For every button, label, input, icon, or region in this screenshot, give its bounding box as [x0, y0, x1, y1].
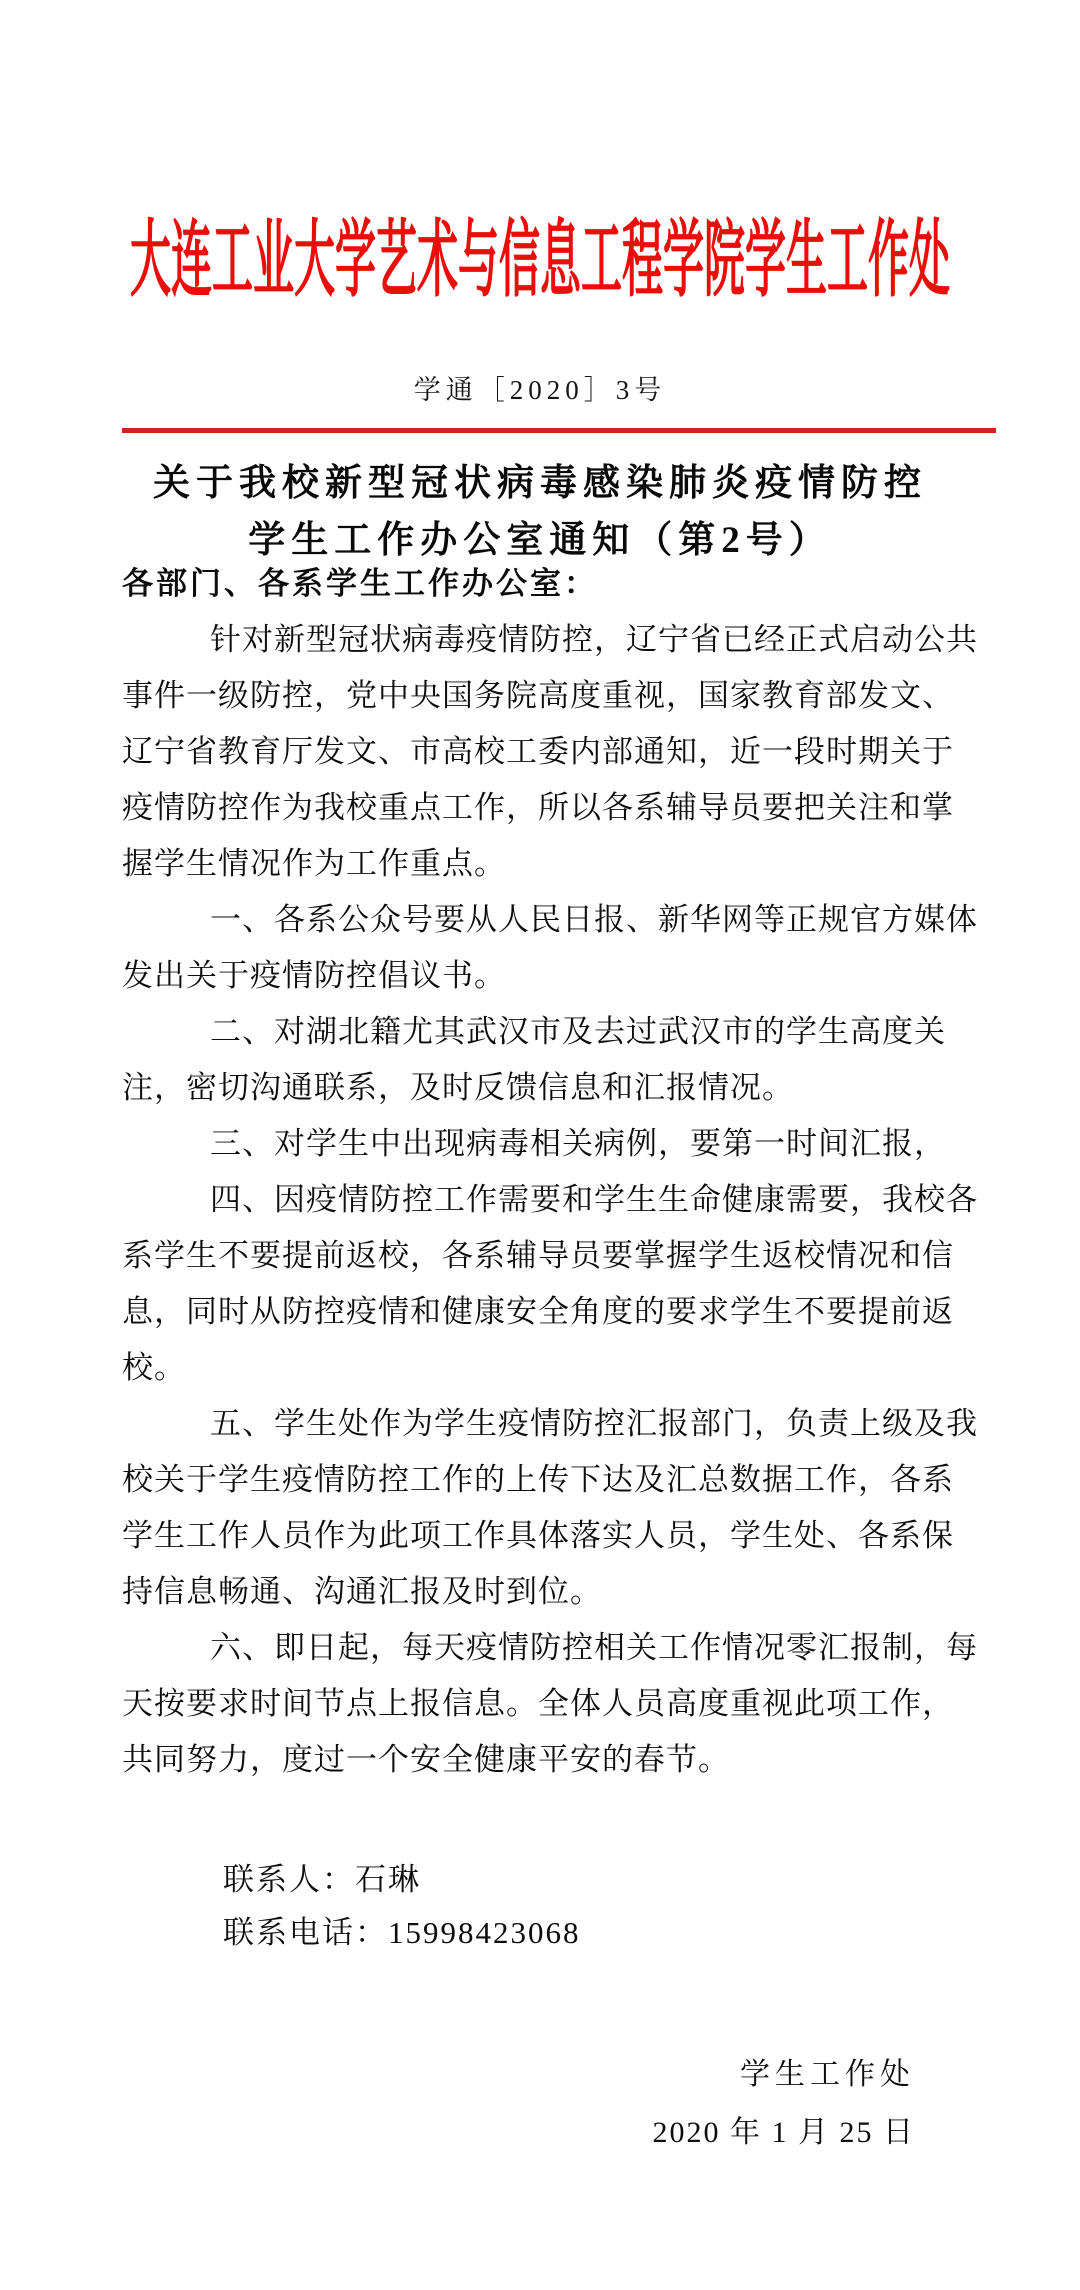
- body-line-item-6: 六、即日起，每天疫情防控相关工作情况零汇报制，每: [210, 1630, 978, 1665]
- contact-person: 联系人：石琳: [223, 1862, 421, 1897]
- body-line-item-3: 三、对学生中出现病毒相关病例，要第一时间汇报，: [210, 1126, 946, 1161]
- body-line: 注，密切沟通联系，及时反馈信息和汇报情况。: [122, 1070, 794, 1105]
- body-line: 持信息畅通、沟通汇报及时到位。: [122, 1574, 602, 1609]
- notice-body: [122, 556, 978, 1788]
- signature-department: 学生工作处: [740, 2058, 915, 2091]
- contact-phone: 联系电话：15998423068: [223, 1915, 581, 1950]
- red-divider-rule: [122, 428, 996, 433]
- salutation: 各部门、各系学生工作办公室：: [122, 566, 598, 601]
- body-line: 疫情防控作为我校重点工作，所以各系辅导员要把关注和掌: [122, 790, 954, 825]
- body-line: 学生工作人员作为此项工作具体落实人员，学生处、各系保: [122, 1518, 954, 1553]
- body-line: 发出关于疫情防控倡议书。: [122, 958, 506, 993]
- notice-title-line1: 关于我校新型冠状病毒感染肺炎疫情防控: [153, 463, 927, 504]
- body-line-item-5: 五、学生处作为学生疫情防控汇报部门，负责上级及我: [210, 1406, 978, 1441]
- notice-title-line2: 学生工作办公室通知（第2号）: [248, 520, 832, 561]
- document-number: 学通［2020］3号: [413, 375, 667, 405]
- letterhead-title: 大连工业大学艺术与信息工程学院学生工作处: [130, 212, 950, 307]
- body-line: 校关于学生疫情防控工作的上传下达及汇总数据工作，各系: [122, 1462, 954, 1497]
- body-line: 校。: [122, 1350, 186, 1385]
- body-line: 系学生不要提前返校，各系辅导员要掌握学生返校情况和信: [122, 1238, 954, 1273]
- body-line: 天按要求时间节点上报信息。全体人员高度重视此项工作，: [122, 1686, 954, 1721]
- body-line: 事件一级防控，党中央国务院高度重视，国家教育部发文、: [122, 678, 954, 713]
- body-line-item-2: 二、对湖北籍尤其武汉市及去过武汉市的学生高度关: [210, 1014, 946, 1049]
- body-line: 共同努力，度过一个安全健康平安的春节。: [122, 1742, 730, 1777]
- contact-info: [223, 1853, 581, 1959]
- body-line: 辽宁省教育厅发文、市高校工委内部通知，近一段时期关于: [122, 734, 954, 769]
- body-line-item-4: 四、因疫情防控工作需要和学生生命健康需要，我校各: [210, 1182, 978, 1217]
- body-line: 针对新型冠状病毒疫情防控，辽宁省已经正式启动公共: [210, 622, 978, 657]
- body-line: 握学生情况作为工作重点。: [122, 846, 506, 881]
- signature-block: [653, 2046, 916, 2162]
- body-line-item-1: 一、各系公众号要从人民日报、新华网等正规官方媒体: [210, 902, 978, 937]
- body-line: 息，同时从防控疫情和健康安全角度的要求学生不要提前返: [122, 1294, 954, 1329]
- signature-date: 2020 年 1 月 25 日: [652, 2116, 915, 2149]
